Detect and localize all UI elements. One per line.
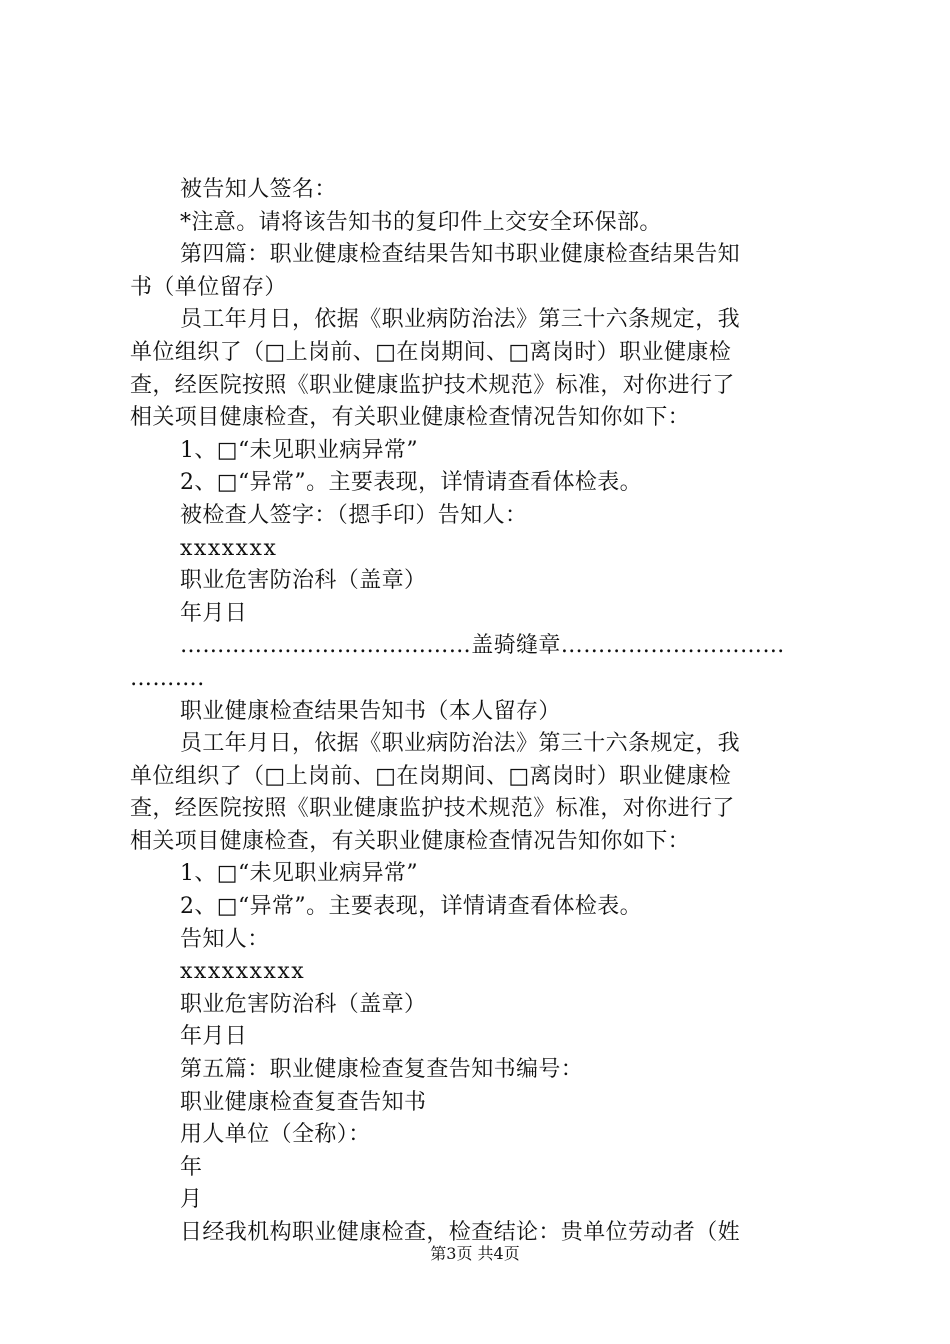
paragraph-line: 单位组织了（□上岗前、□在岗期间、□离岗时）职业健康检 — [130, 763, 732, 789]
checkbox-option: 1、□“未见职业病异常” — [180, 437, 419, 463]
department-stamp: 职业危害防治科（盖章） — [180, 568, 427, 594]
paragraph-line: 查，经医院按照《职业健康监护技术规范》标准，对你进行了 — [130, 372, 735, 398]
signature-line: 告知人： — [180, 926, 270, 952]
seal-divider: …………………………………盖骑缝章………………………… — [180, 633, 785, 659]
document-body — [130, 174, 830, 1250]
section-heading: 职业健康检查结果告知书（本人留存） — [180, 698, 561, 724]
text-line: *注意。请将该告知书的复印件上交安全环保部。 — [180, 209, 662, 235]
signer-name: xxxxxxx — [180, 535, 278, 561]
month-label: 月 — [180, 1187, 203, 1213]
checkbox-option: 2、□“异常”。主要表现，详情请查看体检表。 — [180, 894, 643, 920]
paragraph-line: 查，经医院按照《职业健康监护技术规范》标准，对你进行了 — [130, 796, 735, 822]
date-line: 年月日 — [180, 600, 248, 626]
signature-line: 被检查人签字：（摁手印）告知人： — [180, 502, 528, 528]
text-line: 被告知人签名： — [180, 177, 337, 202]
year-label: 年 — [180, 1154, 203, 1180]
paragraph-line: 相关项目健康检查，有关职业健康检查情况告知你如下： — [130, 828, 691, 854]
department-stamp: 职业危害防治科（盖章） — [180, 991, 427, 1017]
paragraph-line: 相关项目健康检查，有关职业健康检查情况告知你如下： — [130, 405, 691, 431]
date-line: 年月日 — [180, 1024, 248, 1050]
paragraph-line: 员工年月日，依据《职业病防治法》第三十六条规定，我 — [180, 307, 741, 333]
seal-divider-continued: ………. — [130, 665, 205, 691]
section-heading: 第五篇：职业健康检查复查告知书编号： — [180, 1057, 584, 1083]
page-number: 第3页 共4页 — [430, 1244, 520, 1263]
checkbox-option: 2、□“异常”。主要表现，详情请查看体检表。 — [180, 470, 643, 496]
paragraph-line: 单位组织了（□上岗前、□在岗期间、□离岗时）职业健康检 — [130, 339, 732, 365]
section-heading: 第四篇：职业健康检查结果告知书职业健康检查结果告知 — [180, 242, 741, 268]
checkbox-option: 1、□“未见职业病异常” — [180, 861, 419, 887]
paragraph-line: 日经我机构职业健康检查，检查结论：贵单位劳动者（姓 — [180, 1220, 741, 1245]
document-title: 职业健康检查复查告知书 — [180, 1089, 427, 1115]
paragraph-line: 员工年月日，依据《职业病防治法》第三十六条规定，我 — [180, 731, 741, 757]
employer-field: 用人单位（全称）： — [180, 1122, 371, 1148]
signer-name: xxxxxxxxx — [180, 959, 306, 985]
section-heading-continued: 书（单位留存） — [130, 274, 287, 300]
